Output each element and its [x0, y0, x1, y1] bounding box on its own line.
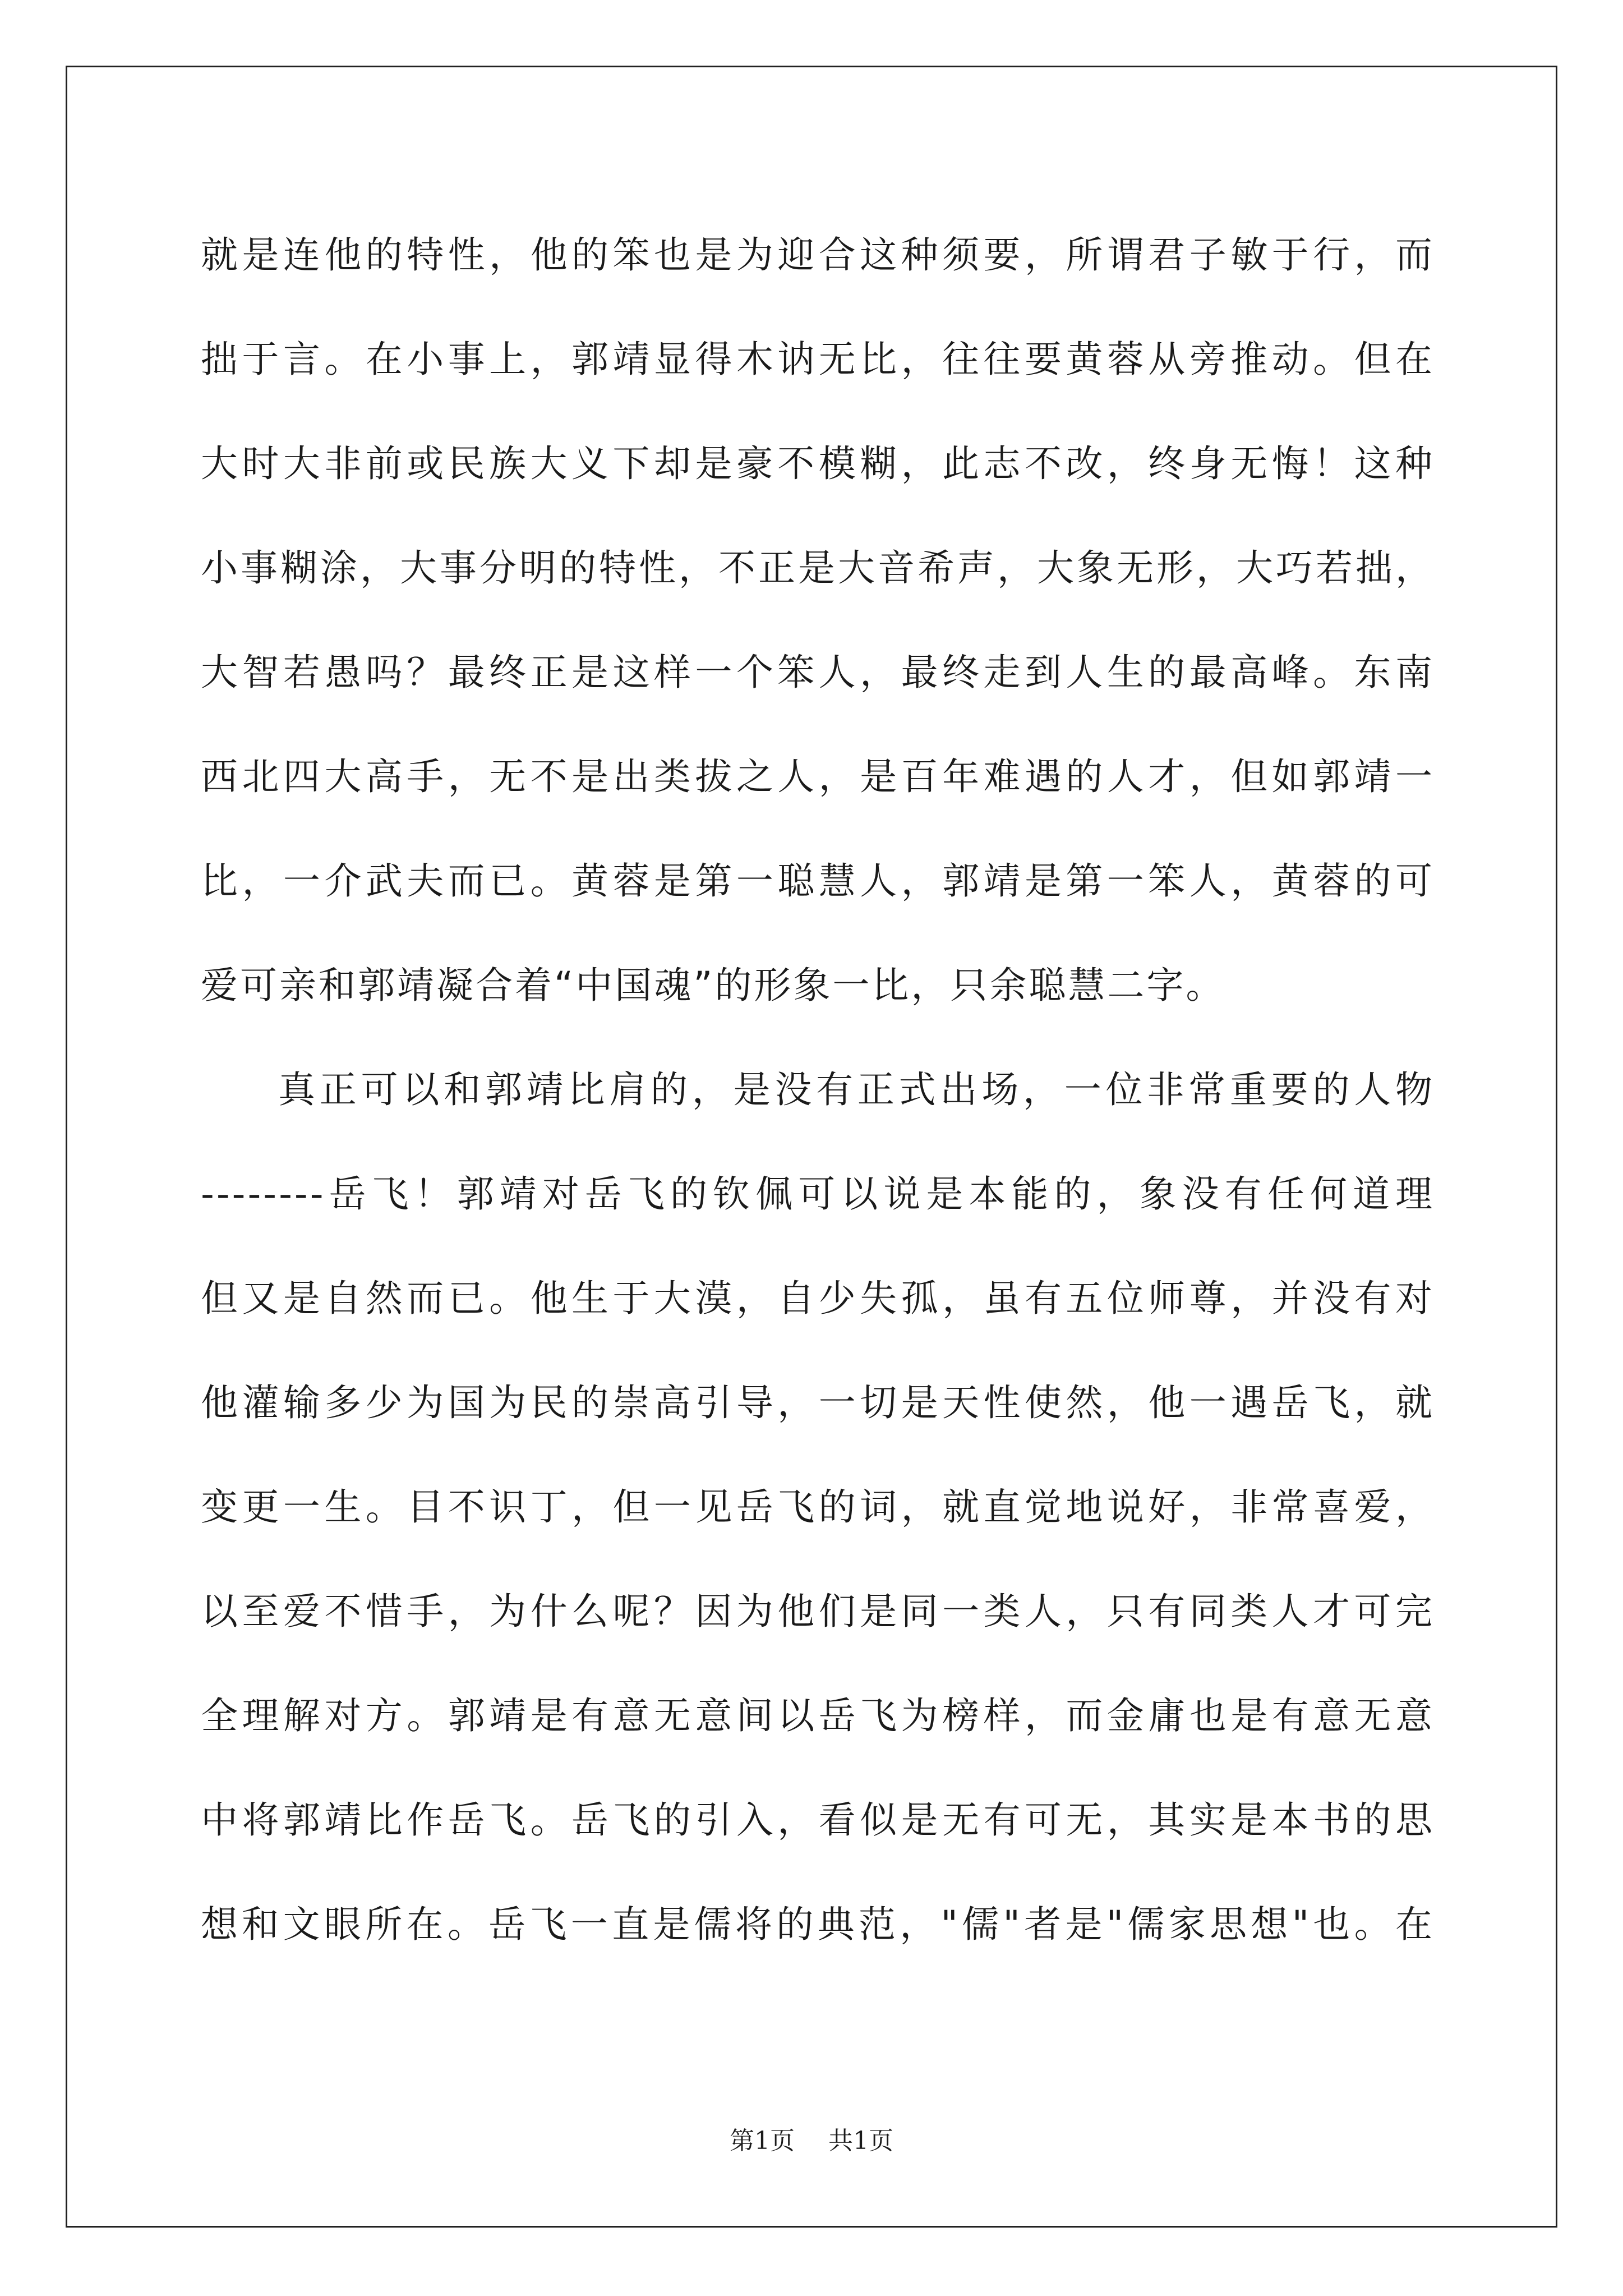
text-line: 以至爱不惜手，为什么呢？因为他们是同一类人，只有同类人才可完: [201, 1590, 1435, 1633]
text-line: 但又是自然而已。他生于大漠，自少失孤，虽有五位师尊，并没有对: [201, 1277, 1435, 1320]
text-line: 拙于言。在小事上，郭靖显得木讷无比，往往要黄蓉从旁推动。但在: [201, 338, 1435, 381]
text-line: 想和文眼所在。岳飞一直是儒将的典范，"儒"者是"儒家思想"也。在: [201, 1903, 1435, 1946]
text-line: 中将郭靖比作岳飞。岳飞的引入，看似是无有可无，其实是本书的思: [201, 1798, 1435, 1842]
page-footer: [0, 2120, 1623, 2156]
page-number: 第1页: [730, 2127, 795, 2155]
text-line: 他灌输多少为国为民的崇高引导，一切是天性使然，他一遇岳飞，就: [201, 1381, 1435, 1424]
text-line: 大智若愚吗？最终正是这样一个笨人，最终走到人生的最高峰。东南: [201, 651, 1435, 694]
text-line: 爱可亲和郭靖凝合着“中国魂”的形象一比，只余聪慧二字。: [201, 964, 1225, 1007]
text-line: --------岳飞！郭靖对岳飞的钦佩可以说是本能的，象没有任何道理: [201, 1172, 1435, 1216]
text-line: 小事糊涂，大事分明的特性，不正是大音希声，大象无形，大巧若拙，: [201, 546, 1435, 590]
text-line: 全理解对方。郭靖是有意无意间以岳飞为榜样，而金庸也是有意无意: [201, 1694, 1435, 1737]
page-total: 共1页: [828, 2127, 893, 2155]
text-line: 西北四大高手，无不是出类拔之人，是百年难遇的人才，但如郭靖一: [201, 755, 1435, 798]
text-line: 就是连他的特性，他的笨也是为迎合这种须要，所谓君子敏于行，而: [201, 233, 1435, 277]
document-body: [201, 203, 1435, 1977]
text-line: 真正可以和郭靖比肩的，是没有正式出场，一位非常重要的人物: [278, 1068, 1435, 1111]
text-line: 大时大非前或民族大义下却是豪不模糊，此志不改，终身无悔！这种: [201, 442, 1435, 485]
text-line: 变更一生。目不识丁，但一见岳飞的词，就直觉地说好，非常喜爱，: [201, 1485, 1435, 1529]
text-line: 比，一介武夫而已。黄蓉是第一聪慧人，郭靖是第一笨人，黄蓉的可: [201, 859, 1435, 903]
